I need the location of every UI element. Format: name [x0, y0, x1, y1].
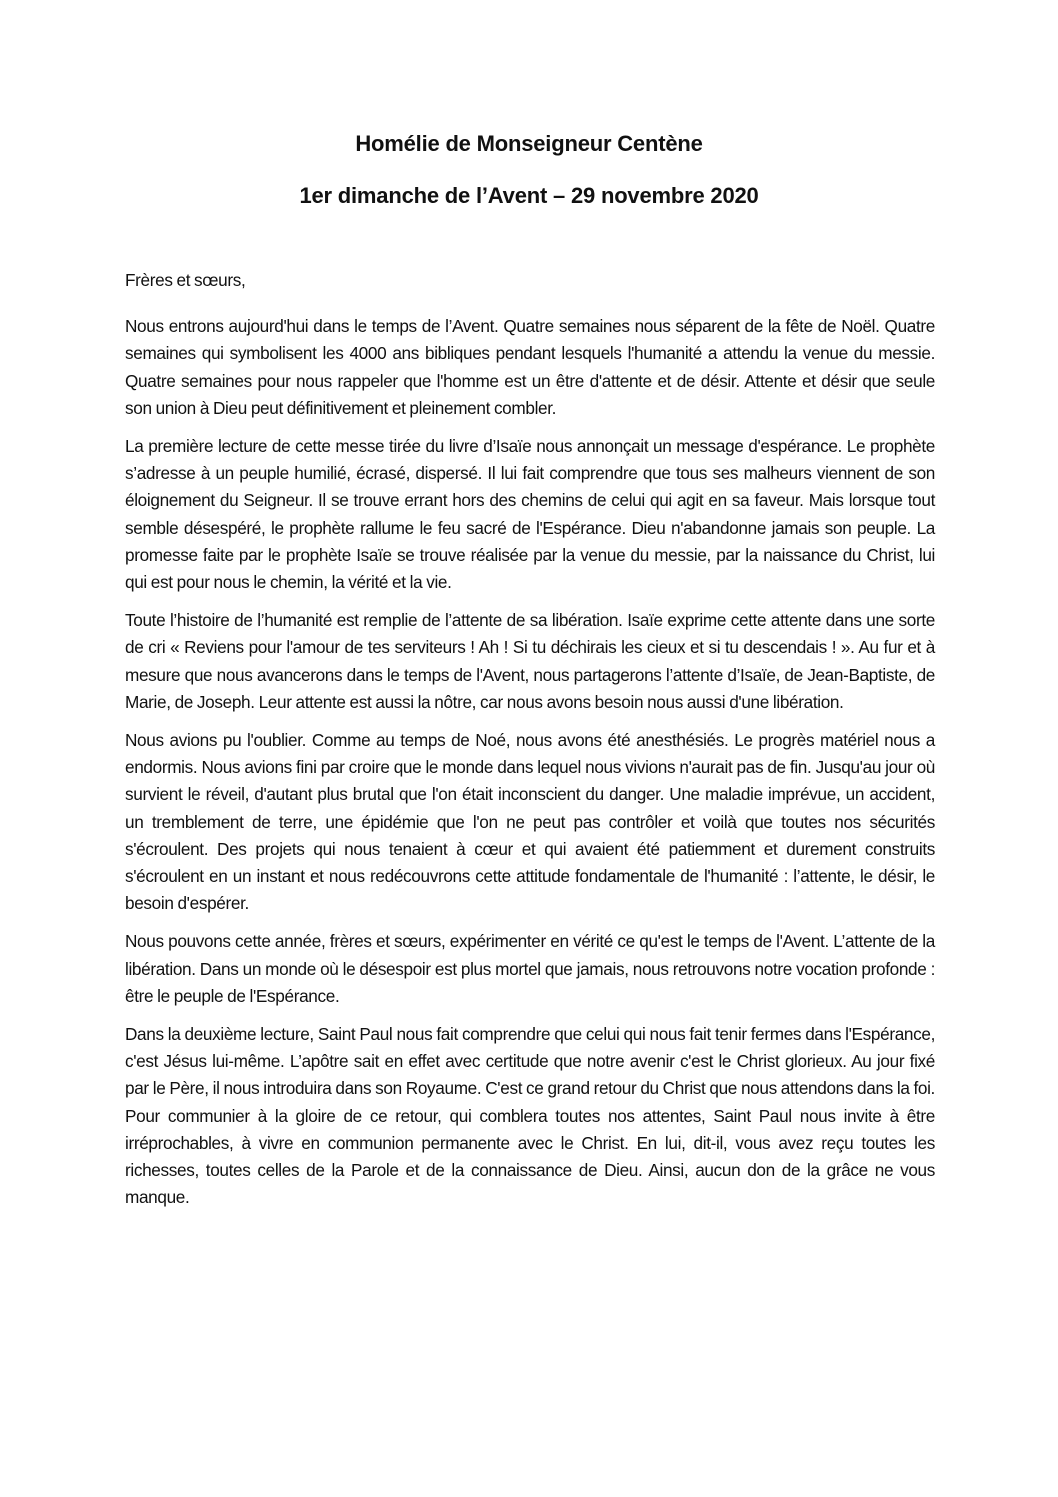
- paragraph-3: Toute l’histoire de l’humanité est remplie de l’attente de sa libération. Isaïe exprime cette attente dans une sorte de cri « Reviens pour l'amour de tes serviteurs ! Ah ! Si tu déchirais les cieux et si tu descendais ! ». Au fur et à mesure que nous avancerons dans le temps de l'Avent, nous partagerons l’attente d’Isaïe, de Jean-Baptiste, de Marie, de Joseph. Leur attente est aussi la nôtre, car nous avons besoin nous aussi d'une libération.: [125, 610, 935, 712]
- paragraph-4: Nous avions pu l'oublier. Comme au temps de Noé, nous avons été anesthésiés. Le progrès matériel nous a endormis. Nous avions fini par croire que le monde dans lequel nous vivions n'aurait pas de fin. Jusqu'au jour où survient le réveil, d'autant plus brutal que l'on était inconscient du danger. Une maladie imprévue, un accident, un tremblement de terre, une épidémie que l'on ne peut pas contrôler et voilà que toutes nos sécurités s'écroulent. Des projets qui nous tenaient à cœur et qui avaient été patiemment et durement construits s'écroulent en un instant et nous redécouvrons cette attitude fondamentale de l'humanité : l’attente, le désir, le besoin d'espérer.: [125, 730, 935, 914]
- paragraph-2: La première lecture de cette messe tirée du livre d’Isaïe nous annonçait un message d'espérance. Le prophète s’adresse à un peuple humilié, écrasé, dispersé. Il lui fait comprendre que tous ses malheurs viennent de son éloignement du Seigneur. Il se trouve errant hors des chemins de celui qui agit en sa faveur. Mais lorsque tout semble désespéré, le prophète rallume le feu sacré de l'Espérance. Dieu n'abandonne jamais son peuple. La promesse faite par le prophète Isaïe se trouve réalisée par la venue du messie, par la naissance du Christ, lui qui est pour nous le chemin, la vérité et la vie.: [125, 436, 935, 593]
- document-body: [125, 267, 935, 1223]
- document-subtitle: 1er dimanche de l’Avent – 29 novembre 2020: [299, 183, 759, 208]
- greeting: Frères et sœurs,: [125, 270, 246, 290]
- paragraph-6: Dans la deuxième lecture, Saint Paul nous fait comprendre que celui qui nous fait tenir fermes dans l'Espérance, c'est Jésus lui-même. L’apôtre sait en effet avec certitude que notre avenir c'est le Christ glorieux. Au jour fixé par le Père, il nous introduira dans son Royaume. C'est ce grand retour du Christ que nous attendons dans la foi. Pour communier à la gloire de ce retour, qui comblera toutes nos attentes, Saint Paul nous invite à être irréprochables, à vivre en communion permanente avec le Christ. En lui, dit-il, vous avez reçu toutes les richesses, toutes celles de la Parole et de la connaissance de Dieu. Ainsi, aucun don de la grâce ne vous manque.: [125, 1024, 935, 1208]
- paragraph-1: Nous entrons aujourd'hui dans le temps de l’Avent. Quatre semaines nous séparent de la fête de Noël. Quatre semaines qui symbolisent les 4000 ans bibliques pendant lesquels l'humanité a attendu la venue du messie. Quatre semaines pour nous rappeler que l'homme est un être d'attente et de désir. Attente et désir que seule son union à Dieu peut définitivement et pleinement combler.: [125, 316, 935, 418]
- paragraph-5: Nous pouvons cette année, frères et sœurs, expérimenter en vérité ce qu'est le temps de l'Avent. L’attente de la libération. Dans un monde où le désespoir est plus mortel que jamais, nous retrouvons notre vocation profonde : être le peuple de l'Espérance.: [125, 931, 935, 1006]
- document-title: Homélie de Monseigneur Centène: [355, 131, 703, 156]
